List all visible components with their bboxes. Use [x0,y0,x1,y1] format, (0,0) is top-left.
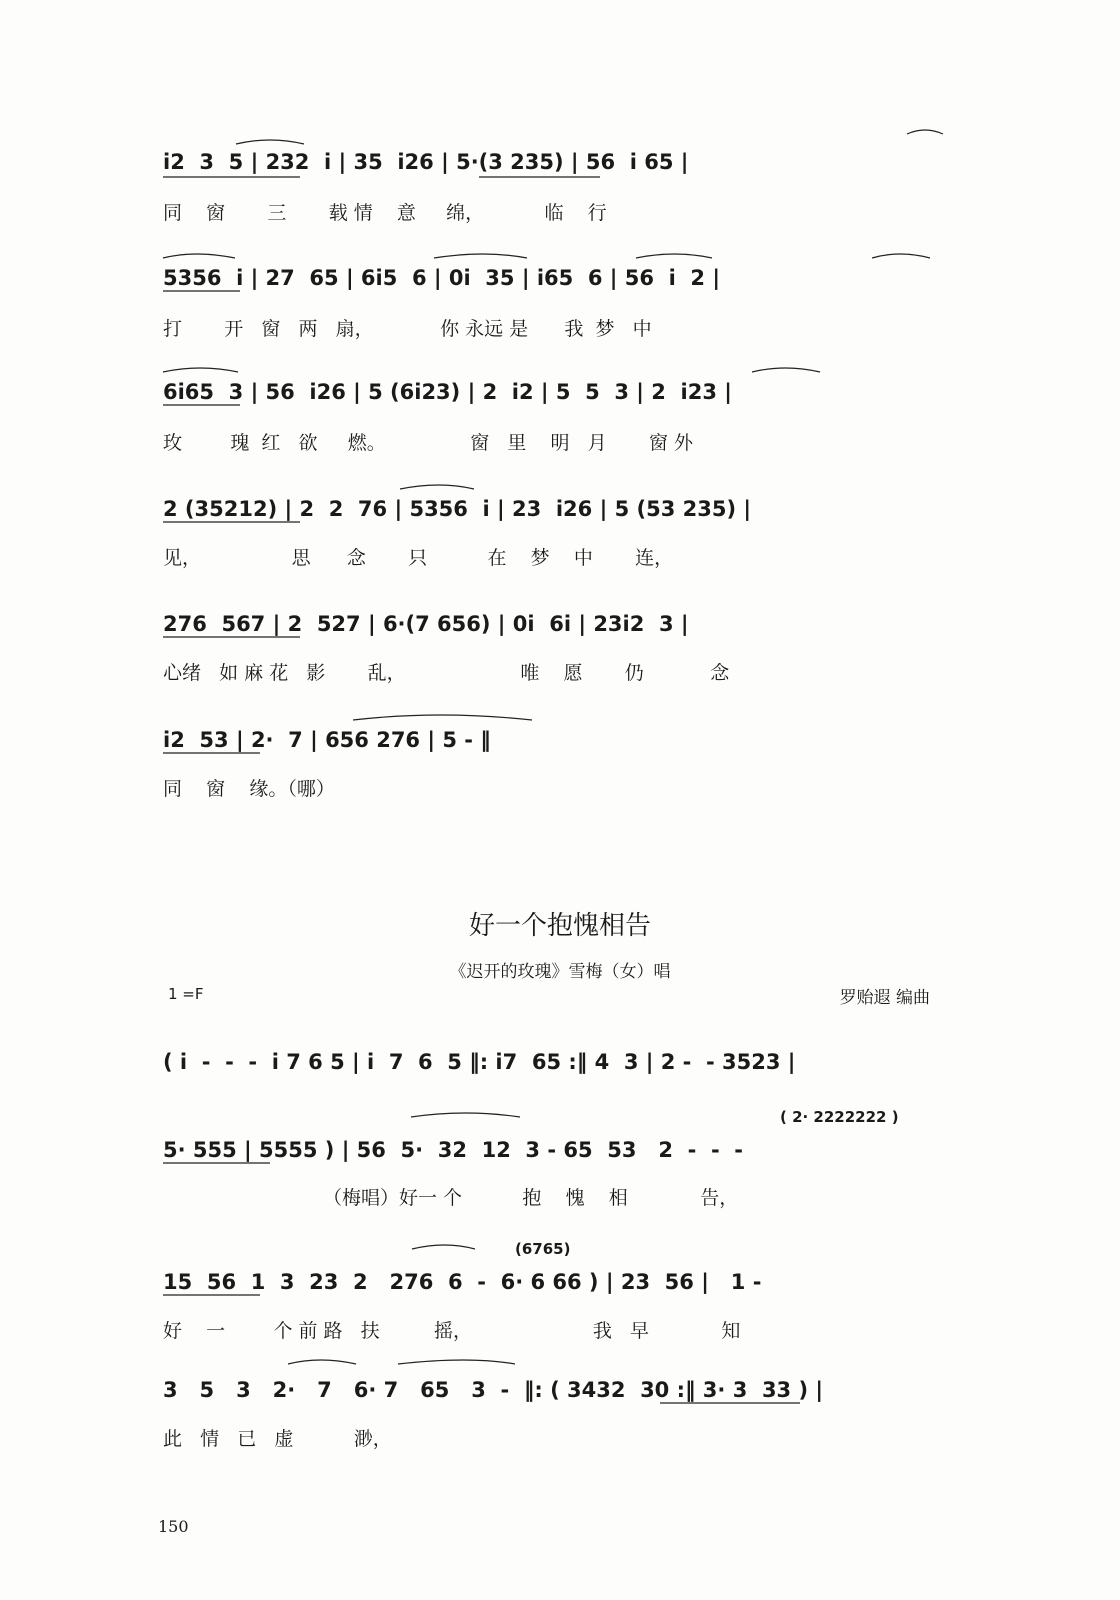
lyric-line: 此 情 已 虚 渺， [163,1428,392,1450]
lyric-line: 心绪 如 麻 花 影 乱， 唯 愿 仍 念 [163,662,730,684]
jianpu-notes: i2 53 | 2· 7 | 656 276 | 5 - ‖ [163,728,491,752]
jianpu-notes: ( i - - - i 7 6 5 | i 7 6 5 ‖: i7 65 :‖ 4 3 | 2 - - 3523 | [163,1050,796,1074]
ornament-notes: (6765) [515,1240,571,1258]
ornament-notes: ( 2· 2222222 ) [780,1108,899,1126]
lyric-line: 好 一 个 前 路 扶 摇， 我 早 知 [163,1320,741,1342]
lyric-line: 同 窗 缘。（哪） [163,778,335,800]
jianpu-notes: 2 (35212) | 2 2 76 | 5356 i | 23 i26 | 5 (53 235) | [163,497,752,521]
song-subtitle: 《迟开的玫瑰》雪梅（女）唱 [449,962,671,982]
lyric-line: 见， 思 念 只 在 梦 中 连， [163,547,674,569]
key-signature: 1 =F [168,985,204,1003]
composer-credit: 罗贻遐 编曲 [839,988,930,1008]
jianpu-notes: 276 567 | 2 527 | 6·(7 656) | 0i 6i | 23i2 3 | [163,612,689,636]
lyric-line: 玫 瑰 红 欲 燃。 窗 里 明 月 窗 外 [163,432,693,454]
song-title: 好一个抱愧相告 [468,911,651,941]
jianpu-notes: 5356 i | 27 65 | 6i5 6 | 0i 35 | i65 6 | 56 i 2 | [163,266,721,290]
jianpu-notes: 15 56 1 3 23 2 276 6 - 6· 6 66 ) | 23 56 | 1 - [163,1270,762,1294]
lyric-line: （梅唱）好一 个 抱 愧 相 告， [323,1187,739,1209]
lyric-line: 同 窗 三 载 情 意 绵， 临 行 [163,202,607,224]
jianpu-notes: i2 3 5 | 232 i | 35 i26 | 5·(3 235) | 56 i 65 | [163,150,689,174]
lyric-line: 打 开 窗 两 扇， 你 永远 是 我 梦 中 [163,318,652,340]
jianpu-notes: 5· 555 | 5555 ) | 56 5· 32 12 3 - 65 53 2 - - - [163,1138,744,1162]
page-number: 150 [158,1517,189,1536]
jianpu-notes: 3 5 3 2· 7 6· 7 65 3 - ‖: ( 3432 30 :‖ 3· 3 33 ) | [163,1378,824,1402]
jianpu-notes: 6i65 3 | 56 i26 | 5 (6i23) | 2 i2 | 5 5 3 | 2 i23 | [163,380,732,404]
